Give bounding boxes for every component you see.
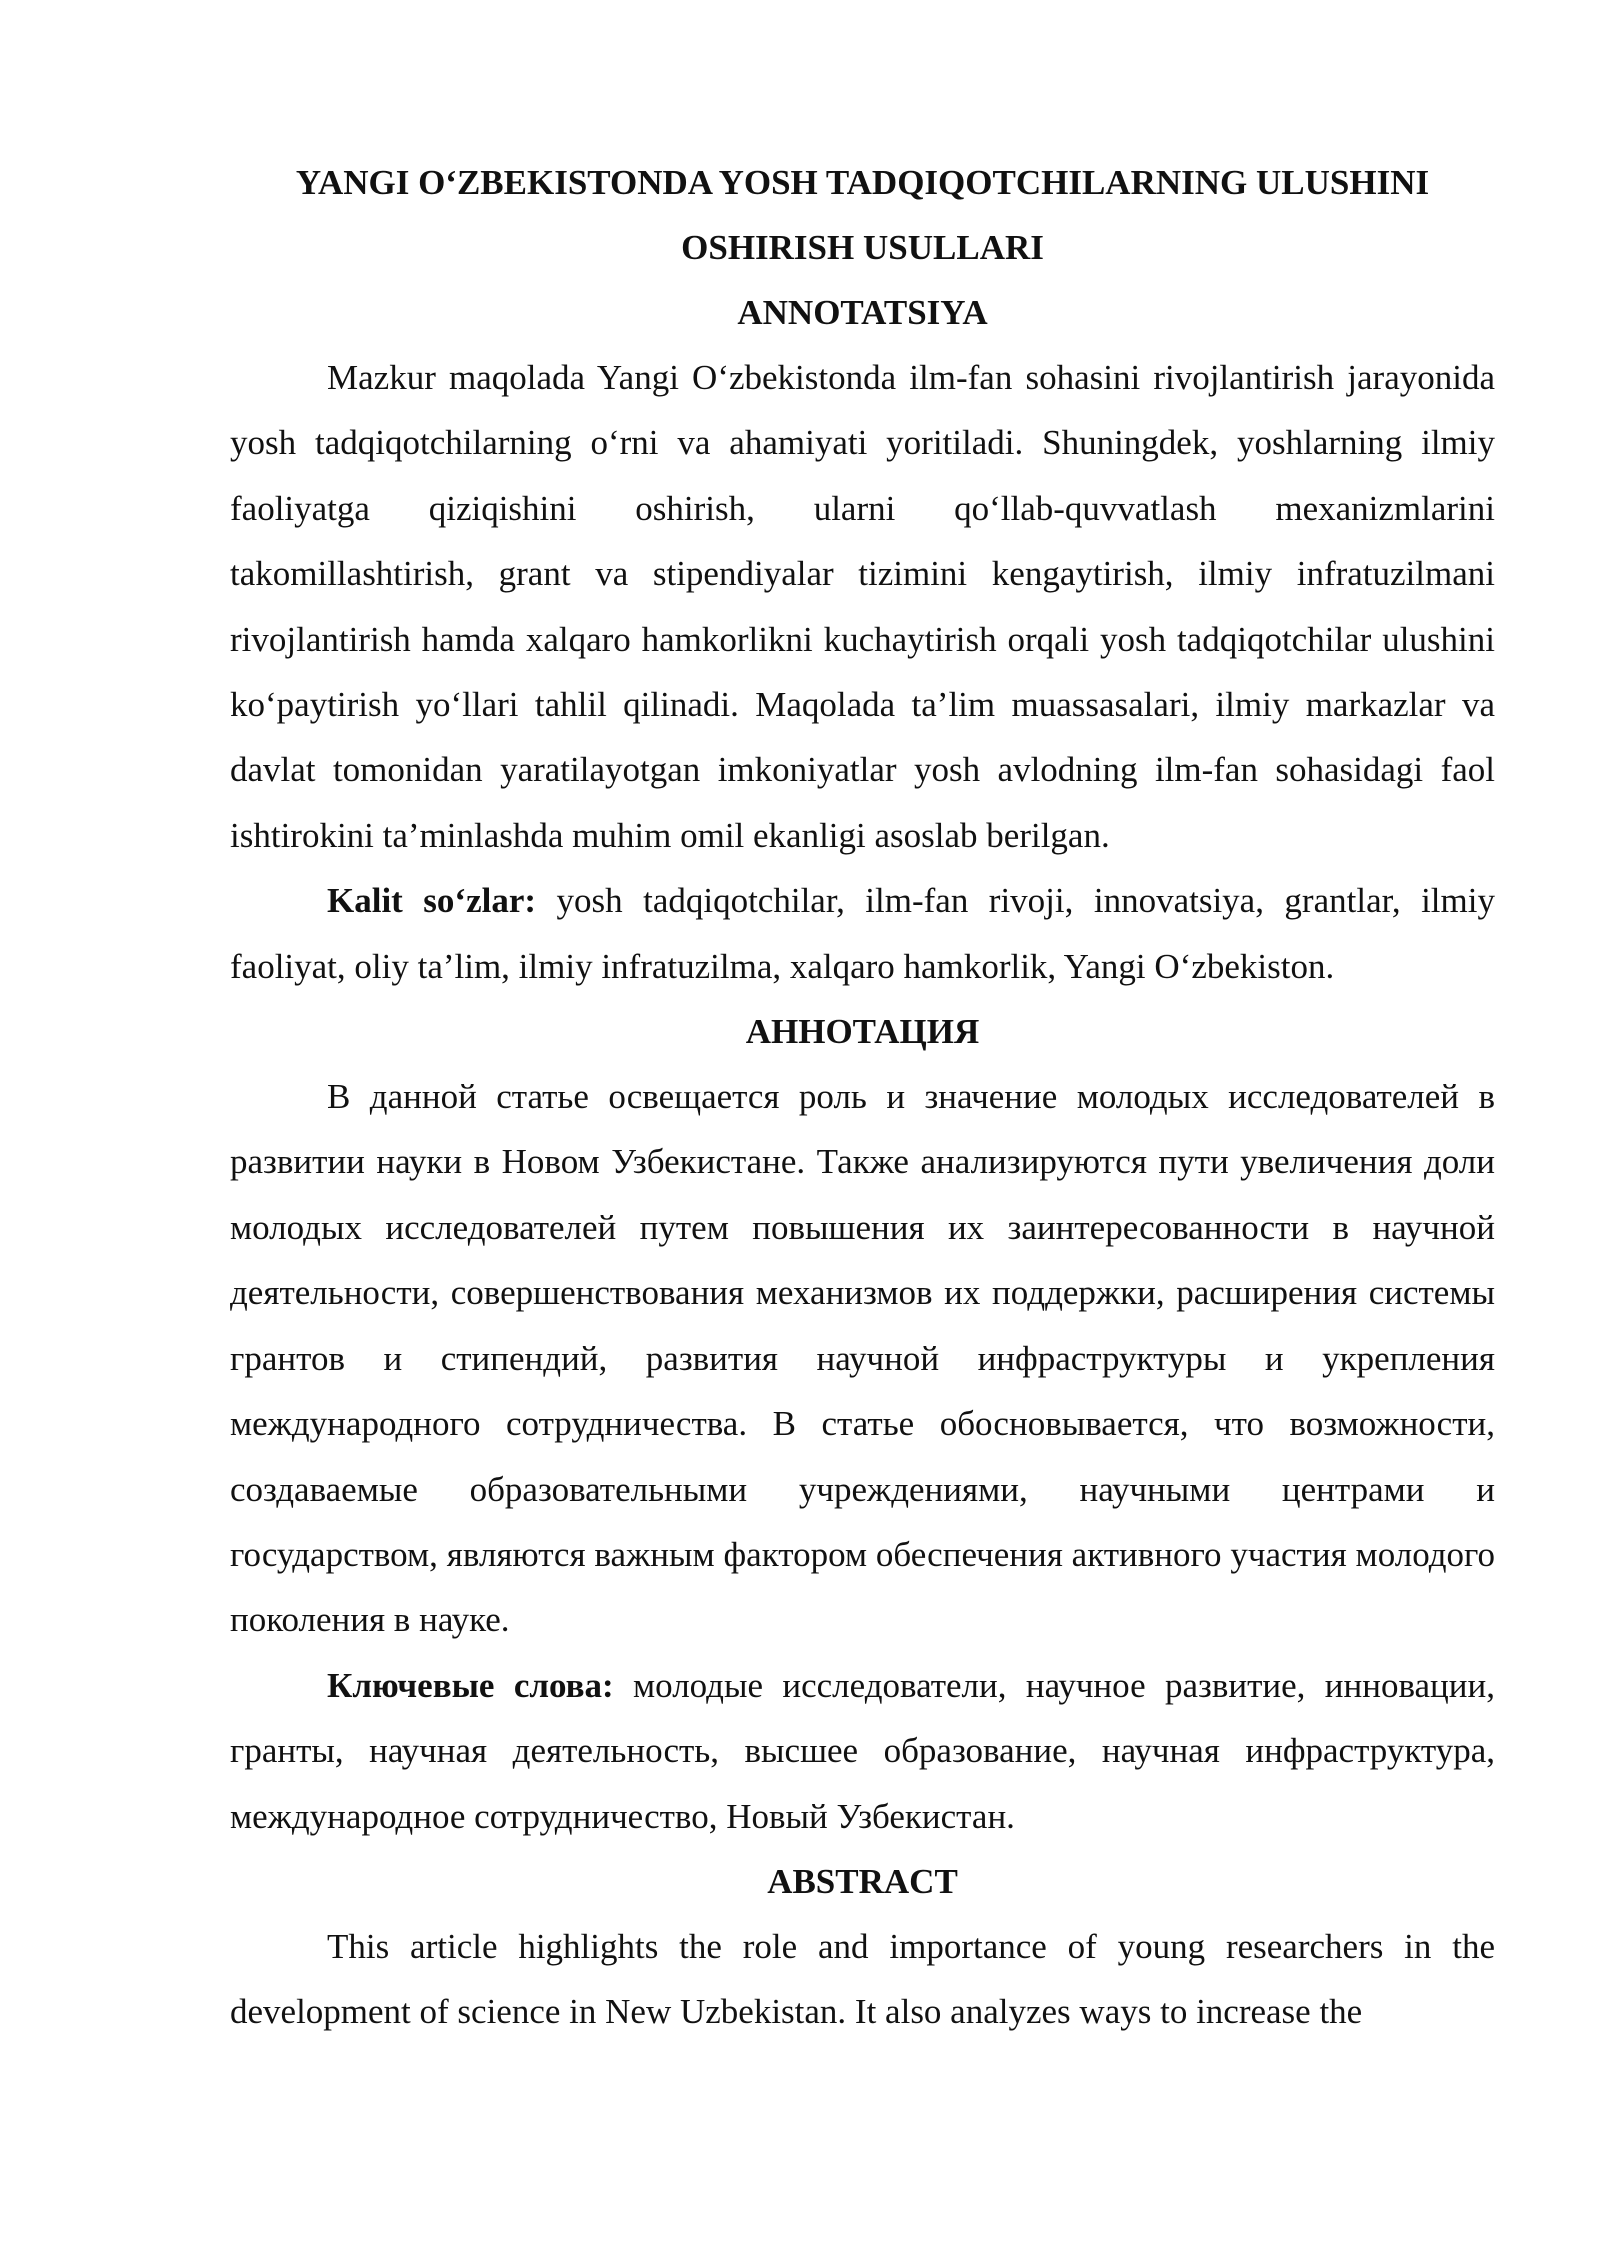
english-abstract-heading: ABSTRACT <box>767 1861 958 1901</box>
english-abstract-section <box>230 1849 1495 2045</box>
uzbek-annotation-heading: ANNOTATSIYA <box>737 293 988 332</box>
english-abstract-text: This article highlights the role and importance of young researchers in the development of science in New Uzbekistan. It also analyzes ways to increase the <box>230 1926 1495 2032</box>
russian-annotation-section <box>230 999 1495 1849</box>
paper-title-line-1: YANGI O‘ZBEKISTONDA YOSH TADQIQOTCHILARNING ULUSHINI <box>295 163 1430 202</box>
russian-keywords-text: молодые исследователи, научное развитие, инновации, гранты, научная деятельность, высшее образование, научная инфраструктура, международное сотрудничество, Новый Узбекистан. <box>230 1665 1495 1836</box>
uzbek-keywords-text: yosh tadqiqotchilar, ilm-fan rivoji, innovatsiya, grantlar, ilmiy faoliyat, oliy ta’lim, ilmiy infratuzilma, xalqaro hamkorlik, Yangi O‘zbekiston. <box>230 881 1495 986</box>
uzbek-annotation-text: Mazkur maqolada Yangi O‘zbekistonda ilm-fan sohasini rivojlantirish jarayonida yosh tadqiqotchilarning o‘rni va ahamiyati yoritiladi. Shuningdek, yoshlarning ilmiy faoliyatga qiziqishini oshirish, ularni qo‘llab-quvvatlash mexanizmlarini takomillashtirish, grant va stipendiyalar tizimini kengaytirish, ilmiy infratuzilmani rivojlantirish hamda xalqaro hamkorlikni kuchaytirish orqali yosh tadqiqotchilar ulushini ko‘paytirish yo‘llari tahlil qilinadi. Maqolada ta’lim muassasalari, ilmiy markazlar va davlat tomonidan yaratilayotgan imkoniyatlar yosh avlodning ilm-fan sohasidagi faol ishtirokini ta’minlashda muhim omil ekanligi asoslab berilgan. <box>230 358 1495 855</box>
uzbek-keywords-label: Kalit so‘zlar: <box>327 881 537 921</box>
paper-title <box>230 150 1495 280</box>
russian-annotation-heading: АННОТАЦИЯ <box>745 1012 980 1052</box>
uzbek-keywords <box>230 868 1495 999</box>
russian-keywords <box>230 1653 1495 1849</box>
paper-title-line-2: OSHIRISH USULLARI <box>681 228 1044 267</box>
uzbek-annotation-section <box>230 280 1495 999</box>
document-page <box>230 150 1495 2045</box>
russian-annotation-text: В данной статье освещается роль и значение молодых исследователей в развитии науки в Новом Узбекистане. Также анализируются пути увеличения доли молодых исследователей путем повышения их заинтересованности в научной деятельности, совершенствования механизмов их поддержки, расширения системы грантов и стипендий, развития научной инфраструктуры и укрепления международного сотрудничества. В статье обосновывается, что возможности, создаваемые образовательными учреждениями, научными центрами и государством, являются важным фактором обеспечения активного участия молодого поколения в науке. <box>230 1077 1495 1640</box>
russian-keywords-label: Ключевые слова: <box>327 1665 614 1705</box>
